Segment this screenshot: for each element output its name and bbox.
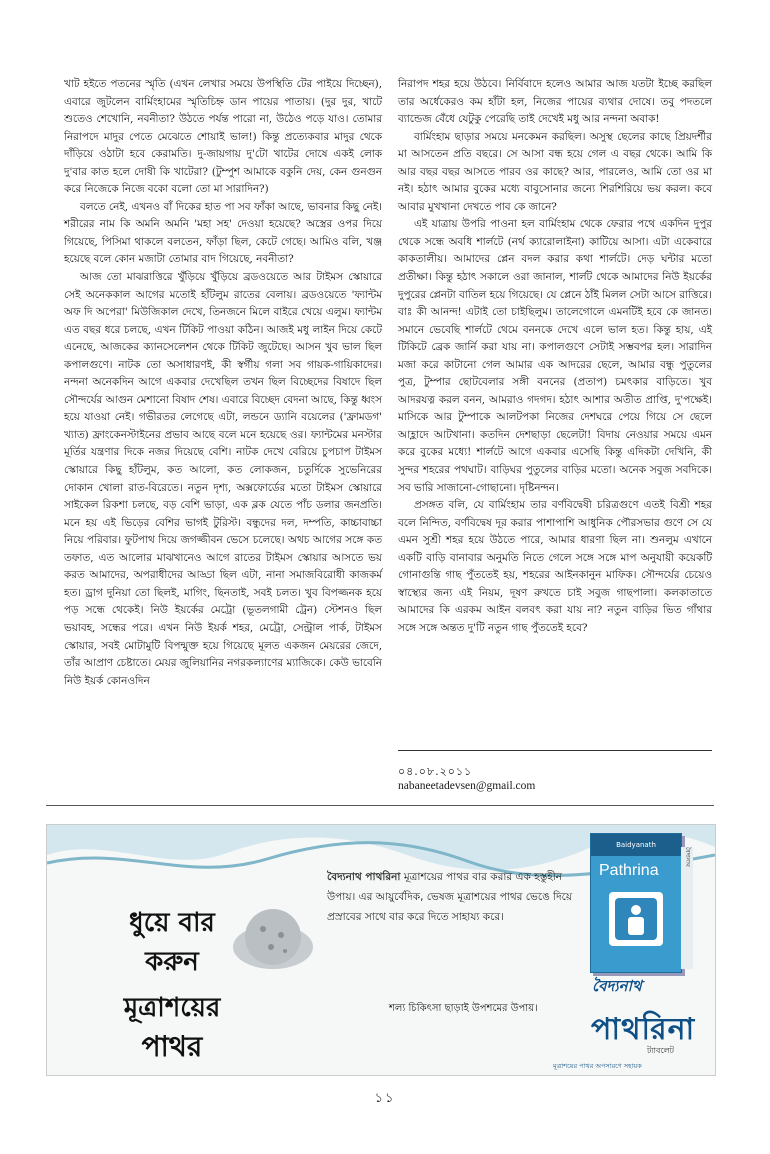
page-number: ১১ — [374, 1091, 396, 1106]
product-form: ট্যাবলেট — [647, 1046, 674, 1055]
ad-headline-line: ধুয়ে বার — [129, 908, 215, 938]
brand-logo: বৈদ্যনাথ — [592, 977, 642, 995]
ad-headline-line: করুন — [145, 947, 199, 977]
article-date: ০৪.০৮.২০১১ — [398, 765, 473, 778]
product-box-top: Baidyanath — [591, 834, 681, 856]
signature-divider — [398, 750, 712, 751]
ad-body-text: মূত্রাশয়ের পাথর বার করার এক হস্তুহীন উপায়। এর আয়ুর্বেদিক, ভেষজ মূত্রাশয়ের পাথর ভেঙে দিয়ে প্রস্রাবের সাথে বার করে দিতে সাহায্য করে। — [327, 871, 573, 923]
article-paragraph: আজ তো মাঝরাত্তিরে খুঁড়িয়ে খুঁড়িয়ে ব্রডওয়েতে আর টাইমস স্কোয়ারে সেই অনেককাল আগের মতোই হাঁটলুম রাতের বেলায়। ব্রডওয়েতে 'ফ্যান্টম অফ দি অপেরা' মিউজিকাল দেখে, তিনজনে মিলে বাইরে খেয়ে এলুম। ফ্যান্টম এত বছর ধরে চলছে, এখন টিকিট পাওয়া কঠিন। আজই মধু লাইন দিয়ে কেটে এনেছে, আজকের ক্যানসেলেশন থেকে টিকিট জুটেছে। আসন খুব ভাল ছিল কপালগুণে। নাটক তো অসাধারণই, কী স্বর্গীয় গলা সব গায়ক-গায়িকাদের। নন্দনা অনেকদিন আগে একবার দেখেছিল তখন ছিল বিচ্ছেদের বিষাদে ছিল সৌন্দর্যের আগুন মেশানো বিষাদ শেষ। এবারে বিচ্ছেদ বেদনা আছে, কিন্তু ধ্বংস হয়ে যাওয়া নেই। গভীরতর লেগেছে এটা, লন্ডনে ড্যানি বয়েলের ('ফ্রামডগ' খ্যাত) ফ্রাংকেনস্টাইনের প্রভাব আছে বলে মনে হয়েছে ওর। ফ্যান্টমের মনস্টার মূর্তির যন্ত্রণার দিকে নজর দিয়েছে বেশি। নাটক দেখে বেরিয়ে চুপচাপ টাইমস স্কোয়ারে কিছু হাঁটলুম, কত আলো, কত লোকজন, চতুর্দিকে সুভেনিরের দোকান খোলা রাত-বিরেতে। নতুন দৃশ্য, অক্সফোর্ডের মতো টাইমস স্কোয়ারে সাইকেল রিকশা চলছে, বড় বেশি ভাড়া, এক ব্লক যেতে পাঁচ ডলার জনপ্রতি। মনে হয় এই ভিড়ের বেশির ভাগই টুরিস্ট। বন্ধুদের দল, দম্পতি, কাচ্চাবাচ্চা নিয়ে পরিবার। ফুটপাথ দিয়ে জগজ্জীবন ভেসে চলেছে। অথচ আগের সঙ্গে কত তফাত, এত আলোর মাঝখানেও আগে রাতের টাইমস স্কোয়ার আসতে ভয় করত আমাদের, অপরাধীদের আড্ডা ছিল এটা, নানা সমাজবিরোধী কাজকর্ম হত। ড্রাগ দুনিয়া তো ছিলই, মাগিং, ছিনতাই, সবই চলত। খুব বিপজ্জনক হয়ে পড় সন্ধে থেকেই। নিউ ইয়র্কের মেট্রো (ভূতলগামী ট্রেন) স্টেশনও ছিল ভয়াবহ, সন্ধের পরে। এখন নিউ ইয়র্ক শহর, মেট্রো, সেন্ট্রাল পার্ক, টাইমস স্কোয়ার, সবই মোটামুটি বিপন্মুক্ত হয়ে গিয়েছে মূলত একজন মেয়রের জেদে, তাঁর আপ্রাণ চেষ্টাতে। মেয়র জুলিয়ানির নগরকল্যাণের ম্যাজিকে। কেউ ভাবেনি নিউ ইয়র্ক কোনওদিন — [64, 271, 382, 687]
product-box-label: Pathrina — [599, 862, 659, 879]
ad-headline-line: মূত্রাশয়ের — [123, 993, 221, 1023]
article-paragraph: খাট হইতে পতনের স্মৃতি (এখন লেখার সময়ে উপস্থিতি টের পাইয়ে দিচ্ছেন), এবারে জুটলেন বার্মিংহামের স্মৃতিচিহ্ন ডান পায়ের পাতায়। (দুর দুর, খাটে শুতেও শেখোনি, নবনীতা? উঠতে পর্যন্ত পারো না, উঠেও পড়ে যাও। তোমার নিরাপদে মাদুর পেতে মেঝেতে শোয়াই ভাল!) কিন্তু প্রত্যেকবার মাদুর থেকে দাঁড়িয়ে ওঠাটা হবে কেরামতি। দু-জায়গায় দু'টো খাটের দোষে একই লোক দু'বার কাত হলে দোষী কি খাটেরা? (টুম্পুশ আমাকে বকুনি দেয়, কেন গুনগুন করে নিজেকে নিজে বকো বলো তো মা সারাদিন?) — [64, 78, 382, 196]
advertisement — [46, 824, 716, 1076]
ad-footnote: মূত্রাশয়ের পাথর অপসারণে সহায়ক — [553, 1062, 642, 1070]
product-box-side: বৈদ্যনাথ — [681, 847, 693, 969]
product-name: পাথরিনা — [591, 1012, 696, 1047]
product-box-image — [590, 833, 682, 973]
article-paragraph: প্রসঙ্গত বলি, যে বার্মিংহাম তার বর্ণবিদ্বেষী চরিত্রগুণে এতই বিশ্রী শহর বলে নিন্দিত, বর্ণবিদ্বেষ দূর করার পাশাপাশি আধুনিক পৌরসভার গুণে সে যে এমন সুশ্রী শহর হয়ে উঠতে পারে, আমার ধারণা ছিল না। শুনলুম এখানে একটি বাড়ি বানাবার অনুমতি নিতে গেলে সঙ্গে সঙ্গে মাপ অনুযায়ী কয়েকটি গোনাগুন্তি গাছ পুঁততেই হয়, শহরের আইনকানুন মাফিক। সৌন্দর্যের চেয়েও স্বাস্থ্যের জন্য এই নিয়ম, দূষণ রুখতে চাই সবুজ গাছপালা। কলকাতাতে আমাদের কি এরকম আইন বলবৎ করা যায় না? নতুন বাড়ির ভিত গাঁথার সঙ্গে সঙ্গে অন্তত দু'টি নতুন গাছ পুঁততেই হবে? — [398, 499, 712, 634]
page-divider — [46, 805, 714, 806]
ad-brand-inline: বৈদ্যনাথ পাথরিনা — [327, 871, 401, 883]
article-paragraph: বলতে নেই, এখনও বাঁ দিকের হাত পা সব ফাঁকা আছে, ভাবনার কিছু নেই। শরীরের নাম কি অমনি অমনি 'মহা সহ' দেওয়া হয়েছে? অস্ত্রের ওপর দিয়ে গিয়েছে, পিসিমা থাকলে বলতেন, ফাঁড়া ছিল, কেটে গেছে। আমিও বলি, খঞ্জ হয়েছে বলে কোন মজাটা তোমার বাদ গিয়েছে, নবনীতা? — [64, 200, 382, 266]
ad-headline-line: পাথর — [141, 1030, 203, 1063]
article-column-right — [398, 76, 712, 638]
ad-body-copy — [327, 867, 577, 927]
article-column-left — [64, 76, 382, 690]
article-paragraph: নিরাপদ শহর হয়ে উঠবে। নির্বিবাদে হলেও আমার আজ যতটা ইচ্ছে করছিল তার অর্ধেকেরও কম হাঁটা হল, নিজের পায়ের ব্যথার দোষে। তবু পদতলে ব্যান্ডেজ বেঁধে যেটুকু পেরেছি তাই দেখেই মধু আর নন্দনা অবাক! — [398, 78, 712, 126]
author-email: nabaneetadevsen@gmail.com — [398, 780, 536, 792]
article-paragraph: বার্মিংহাম ছাড়ার সময়ে মনকেমন করছিল। অসুস্থ ছেলের কাছে প্রিয়দর্শীর মা আসতেন প্রতি বছরে। সে আসা বন্ধ হয়ে গেল এ বছর থেকে। আমি কি আর বছর বছর আসতে পারব ওর কাছে? আর, পারলেও, আমি তো ওর মা নই। হঠাৎ আমার বুকের মধ্যে বাবুসোনার জন্যে শিরশিরিয়ে ভয় করল। কবে আবার মুখখানা দেখতে পাব কে জানে? — [398, 130, 712, 213]
kidney-icon — [609, 892, 663, 946]
ad-tagline: শল্য চিকিৎসা ছাড়াই উপশমের উপায়। — [389, 1003, 538, 1014]
article-paragraph: এই যাত্রায় উপরি পাওনা হল বার্মিংহাম থেকে ফেরার পথে একদিন দুপুর থেকে সন্ধে অবধি শার্লটে (নর্থ ক্যারোলাইনা) কাটিয়ে আসা। এটা একেবারে কাকতালীয়। আমাদের প্লেন বদল করার কথা শার্লটে। দেড় ঘন্টার মতো প্রতীক্ষা। কিন্তু হঠাৎ সকালে ওরা জানাল, শার্লট থেকে আমাদের নিউ ইয়র্কের দুপুরের প্লেনটা বাতিল হয়ে গিয়েছে। যে প্লেনে ঠাঁই মিলল সেটা আসে রাত্তিরে। বাঃ কী আনন্দ! এটাই তো চাইছিলুম। তালেগোলে এমনটিই হবে কে জানত। সমানে ভেবেছি শার্লটে থেমে বননকে দেখে এলে ভাল হত। কিন্তু হায়, এই টিকিটে ব্রেক জার্নি করা যায় না। কপালগুণে সেটাই সম্ভবপর হল। সারাদিন মজা করে কাটানো গেল আমার এক আদরের ছেলে, আমার বন্ধু পুতুলের পুত্র, টুম্পার ছোটবেলার সঙ্গী বননের (প্রতাপ) চমৎকার বাড়িতে। খুব আদরযত্ন করল বনন, আমরাও গদগদ। হঠাৎ আশার অতীত প্রাপ্তি, দু'পক্ষেই। মাসিকে আর টুম্পাকে আলটপকা নিজের দেশঘরে পেয়ে গিয়ে সে ছেলে আহ্লাদে আটখানা। কতদিন দেশছাড়া ছেলেটা! বিদায় নেওয়ার সময়ে এমন করে বুকের মধ্যে! শার্লটে আগে একবার এসেছি কিন্তু এদিকটা দেখিনি, কী সুন্দর শহরের পথঘাট। বাড়িঘর পুতুলের বাড়ির মতো। অনেক সবুজ সবদিকে। সব ভারি সাজানো-গোছানো। দৃষ্টিনন্দন। — [398, 218, 712, 494]
